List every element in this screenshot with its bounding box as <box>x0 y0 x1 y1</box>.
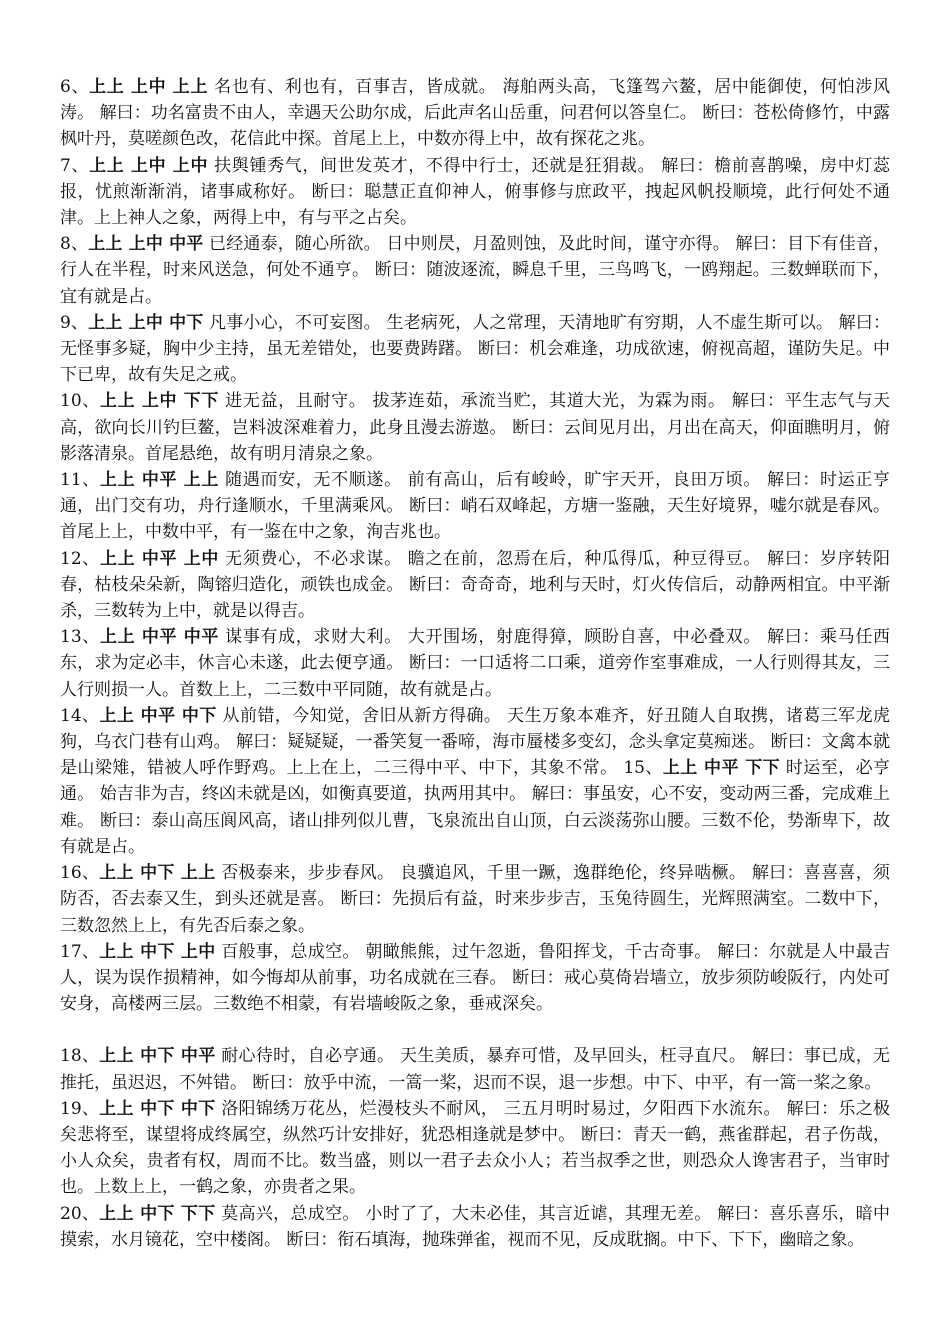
entry-number: 19、 <box>60 1098 100 1119</box>
entry-number: 11、 <box>60 470 100 491</box>
entry-number: 9、 <box>60 312 89 333</box>
entry-number-15: 15、 <box>617 758 663 779</box>
entry-text: 进无益，且耐守。 拔茅连茹，承流当贮，其道大光，为霖为雨。 解曰：平生志气与天高，欲向长川钓巨鳌，岂料波深难着力，此身且漫去游遨。 断曰：云间见月出，月出在高天，仰面瞧明月，俯影落清泉。首尾悬绝，故有明月清泉之象。 <box>60 391 890 464</box>
entry-13 <box>60 624 890 703</box>
entry-grades: 上上 上中 中下 <box>88 312 204 333</box>
entry-text: 已经通泰，随心所欲。 日中则昃，月盈则蚀，及此时间，谨守亦得。 解曰：目下有佳音，行人在半程，时来风送急，何处不通亨。 断曰：随波逐流，瞬息千里，三鸟鸣飞，一鸥翔起。三数蝉联而下，宜有就是占。 <box>60 234 890 307</box>
entry-10 <box>60 388 890 467</box>
entry-grades: 上上 上中 上中 <box>89 155 209 176</box>
entry-grades: 上上 上中 下下 <box>99 391 220 412</box>
entry-16 <box>60 860 890 939</box>
entry-19 <box>60 1096 890 1201</box>
entry-grades: 上上 中平 中下 <box>99 705 217 726</box>
entry-14-15 <box>60 703 890 860</box>
entry-grades: 上上 中下 中平 <box>99 1046 216 1067</box>
entry-text: 名也有、利也有，百事吉，皆成就。 海舶两头高，飞篷驾六鳌，居中能御使，何怕涉风涛。 解曰：功名富贵不由人，幸遇天公助尔成，后此声名山岳重，问君何以答皇仁。 断曰：苍松倚修竹，中露枫叶丹，莫嗟颜色改，花信此中探。首尾上上，中数亦得上中，故有探花之兆。 <box>60 77 890 150</box>
entry-grades: 上上 中平 上上 <box>99 470 220 491</box>
entry-text: 耐心待时，自必亨通。 天生美质，暴弃可惜，及早回头，枉寻直尺。 解曰：事已成，无推托，虽迟迟，不舛错。 断曰：放乎中流，一篙一桨，迟而不误，退一步想。中下、中平，有一篙一桨之象。 <box>60 1046 890 1093</box>
entry-text: 莫高兴，总成空。 小时了了，大未必佳，其言近谑，其理无差。 解曰：喜乐喜乐，暗中摸索，水月镜花，空中楼阁。 断曰：衔石填海，抛珠弹雀，视而不见，反成耽搁。中下、下下，幽暗之象。 <box>60 1203 890 1250</box>
entry-number: 14、 <box>60 705 100 726</box>
entry-number: 8、 <box>60 234 89 255</box>
entry-grades: 上上 上中 上上 <box>89 77 209 97</box>
entry-number: 16、 <box>60 863 100 884</box>
entry-number: 10、 <box>60 391 100 412</box>
entry-number: 12、 <box>60 548 100 569</box>
entry-12 <box>60 546 890 625</box>
entry-text: 随遇而安，无不顺遂。 前有高山，后有峻岭，旷宇天开，良田万顷。 解曰：时运正亨通，出门交有功，舟行逢顺水，千里满乘风。 断曰：峭石双峰起，方塘一鉴融，天生好境界，嘘尔就是春风。首尾上上，中数中平，有一鉴在中之象，洵吉兆也。 <box>60 470 890 543</box>
entry-number: 6、 <box>60 77 90 97</box>
entry-11 <box>60 467 890 546</box>
entry-grades: 上上 中下 下下 <box>99 1203 216 1224</box>
entry-grades: 上上 中下 中下 <box>99 1098 216 1119</box>
entry-grades: 上上 中平 上中 <box>99 548 220 569</box>
entry-grades-15: 上上 中平 下下 <box>662 758 781 779</box>
entry-8 <box>60 231 890 310</box>
entry-grades: 上上 中下 上中 <box>99 941 216 962</box>
entry-text: 百般事，总成空。 朝瞰熊熊，过午忽逝，鲁阳挥戈，千古奇事。 解曰：尔就是人中最吉人，误为误作损精神，如今悔却从前事，功名成就在三春。 断曰：戒心莫倚岩墙立，放步须防峻阪行，内处可安身，高楼两三层。三数绝不相蒙，有岩墙峻阪之象，垂戒深矣。 <box>60 941 890 1015</box>
entry-text: 扶舆锺秀气，间世发英才，不得中行士，还就是狂狷裁。 解曰：檐前喜鹊噪，房中灯蕊报，忧煎渐渐消，诸事咸称好。 断曰：聪慧正直仰神人，俯事修与庶政平，拽起风帆投顺境，此行何处不通津。上上神人之象，两得上中，有与平之占矣。 <box>60 155 890 229</box>
entry-text: 凡事小心，不可妄图。 生老病死，人之常理，天清地旷有穷期，人不虚生斯可以。 解曰：无怪事多疑，胸中少主持，虽无差错处，也要费踌躇。 断曰：机会难逢，功成欲速，俯视高超，谨防失足。中下已卑，故有失足之戒。 <box>60 312 890 386</box>
entry-18 <box>60 1043 890 1095</box>
entry-number: 18、 <box>60 1046 100 1067</box>
entry-text: 谋事有成，求财大利。 大开围场，射鹿得獐，顾盼自喜，中必叠双。 解曰：乘马任西东，求为定必丰，休言心未遂，此去便亨通。 断曰：一口适将二口乘，道旁作室事难成，一人行则得其友，三人行则损一人。首数上上，二三数中平同随，故有就是占。 <box>60 627 890 700</box>
entry-text: 否极泰来，步步春风。 良骥追风，千里一蹶，逸群绝伦，终异啮橛。 解曰：喜喜喜，须防否，否去泰又生，到头还就是喜。 断曰：先损后有益，时来步步吉，玉兔待圆生，光辉照满室。二数中下，三数忽然上上，有先否后泰之象。 <box>60 863 890 936</box>
entry-grades: 上上 中下 上上 <box>99 863 216 884</box>
entry-text-15: 时运至，必亨通。 始吉非为吉，终凶未就是凶，如衡真要道，执两用其中。 解曰：事虽安，心不安，变动两三番，完成难上难。 断曰：泰山高压阆风高，诸山排列似儿曹，飞泉流出自山顶，白云淡荡弥山腰。三数不伦，势渐卑下，故有就是占。 <box>60 758 891 857</box>
entry-17 <box>60 939 890 1018</box>
entry-6 <box>60 74 890 153</box>
entry-grades: 上上 上中 中平 <box>88 234 204 255</box>
entry-number: 17、 <box>60 941 100 962</box>
entry-text: 无须费心，不必求谋。 瞻之在前，忽焉在后，种瓜得瓜，种豆得豆。 解曰：岁序转阳春，枯枝朵朵新，陶镕归造化，顽铁也成金。 断曰：奇奇奇，地利与天时，灯火传信后，动静两相宜。中平渐杀，三数转为上中，就是以得吉。 <box>60 548 890 622</box>
entry-grades: 上上 中平 中平 <box>99 627 220 648</box>
entry-7 <box>60 153 890 232</box>
entry-number: 13、 <box>60 627 100 648</box>
entry-9 <box>60 310 890 389</box>
entry-number: 20、 <box>60 1203 100 1224</box>
entry-number: 7、 <box>60 155 90 176</box>
entry-text: 洛阳锦绣万花丛，烂漫枝头不耐风， 三五月明时易过，夕阳西下水流东。 解曰：乐之极矣悲将至，谋望将成终属空，纵然巧计安排好，犹恐相逢就是梦中。 断曰：青天一鹤，燕雀群起，君子伤哉，小人众矣，贵者有权，周而不比。数当盛，则以一君子去众小人；若当叔季之世，则恐众人谗害君子，当审时也。上数上上，一鹤之象，亦贵者之果。 <box>60 1098 890 1198</box>
entry-text: 从前错，今知觉，舍旧从新方得确。 天生万象本难齐，好丑随人自取携，诸葛三军龙虎狗，乌衣门巷有山鸡。 解曰：疑疑疑，一番笑复一番啼，海市蜃楼多变幻，念头拿定莫痴迷。 断曰：文禽本就是山梁雉，错被人呼作野鸡。上上在上，二三得中平、中下，其象不常。 <box>60 705 890 779</box>
entry-20 <box>60 1201 890 1253</box>
